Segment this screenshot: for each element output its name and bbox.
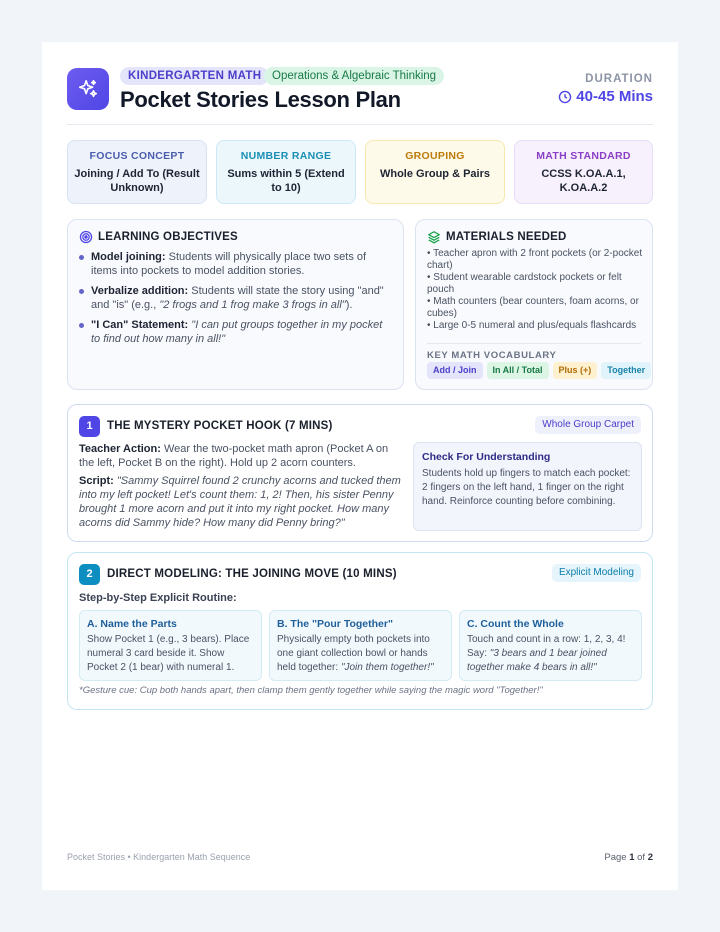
vocab-heading: KEY MATH VOCABULARY <box>427 343 641 361</box>
step-setting-badge: Explicit Modeling <box>552 564 641 582</box>
step-title: DIRECT MODELING: THE JOINING MOVE (10 MINS) <box>107 568 397 580</box>
gesture-cue: *Gesture cue: Cup both hands apart, then clamp them gently together while saying the magic word "Together!" <box>79 685 543 696</box>
list-item: Model joining: Students will physically place two sets of items into pockets to model addition stories. <box>79 250 394 278</box>
card-value: Whole Group & Pairs <box>379 168 490 180</box>
card-label: FOCUS CONCEPT <box>89 150 185 162</box>
step-1-section <box>67 404 653 542</box>
objectives-list <box>79 250 394 352</box>
duration-text: 40-45 Mins <box>576 88 653 105</box>
step-title: THE MYSTERY POCKET HOOK (7 MINS) <box>107 420 333 432</box>
vocab-chip: Add / Join <box>427 362 483 379</box>
step-number: 2 <box>79 564 100 585</box>
routine-step-a: A. Name the Parts Show Pocket 1 (e.g., 3 bears). Place numeral 3 card beside it. Show Pocket 2 (1 bear) with numeral 1. <box>79 610 262 681</box>
learning-objectives-panel <box>67 219 404 390</box>
step-1-body <box>79 442 401 534</box>
material-item: • Math counters (bear counters, foam acorns, or cubes) <box>427 296 639 319</box>
grouping-card <box>365 140 505 204</box>
target-icon <box>79 230 93 244</box>
materials-title: MATERIALS NEEDED <box>446 231 567 243</box>
card-label: MATH STANDARD <box>536 150 631 162</box>
duration-label: DURATION <box>585 73 653 85</box>
routine-heading: Step-by-Step Explicit Routine: <box>79 592 237 604</box>
footer-sequence: Pocket Stories • Kindergarten Math Sequence <box>67 852 251 862</box>
material-item: • Student wearable cardstock pockets or felt pouch <box>427 272 622 295</box>
layers-icon <box>427 230 441 244</box>
clock-icon <box>558 90 572 104</box>
list-item: Verbalize addition: Students will state the story using "and" and "is" (e.g., "2 frogs and 1 frog make 3 frogs in all"). <box>79 284 394 312</box>
card-value: Sums within 5 (Extend to 10) <box>227 168 345 194</box>
objectives-title: LEARNING OBJECTIVES <box>98 231 238 243</box>
material-item: • Teacher apron with 2 front pockets (or 2-pocket chart) <box>427 248 643 271</box>
card-value: Joining / Add To (Result Unknown) <box>74 168 200 194</box>
materials-list <box>427 248 645 332</box>
teacher-action: Teacher Action: Wear the two-pocket math apron (Pocket A on the left, Pocket B on the right). Hold up 2 acorn counters. <box>79 443 389 469</box>
card-label: NUMBER RANGE <box>240 150 332 162</box>
duration-value <box>558 88 653 105</box>
page-indicator: Page 1 of 2 <box>604 852 653 863</box>
materials-panel <box>415 219 653 390</box>
category-tag: KINDERGARTEN MATH <box>120 67 269 85</box>
step-setting-badge: Whole Group Carpet <box>535 416 641 434</box>
check-for-understanding <box>413 442 642 531</box>
routine-step-b: B. The "Pour Together" Physically empty both pockets into one giant collection bowl or hands held together: "Join them together!" <box>269 610 452 681</box>
vocab-chip: Together <box>601 362 651 379</box>
focus-concept-card <box>67 140 207 204</box>
material-item: • Large 0-5 numeral and plus/equals flashcards <box>427 320 637 331</box>
domain-tag: Operations & Algebraic Thinking <box>264 67 444 85</box>
card-value: CCSS K.OA.A.1, K.OA.A.2 <box>541 168 626 194</box>
step-number: 1 <box>79 416 100 437</box>
sparkles-icon <box>67 68 109 110</box>
materials-heading <box>427 230 567 244</box>
routine-step-c: C. Count the Whole Touch and count in a row: 1, 2, 3, 4! Say: "3 bears and 1 bear joined together make 4 bears in all!" <box>459 610 642 681</box>
step-2-section <box>67 552 653 710</box>
number-range-card <box>216 140 356 204</box>
lesson-plan-page <box>42 42 678 890</box>
vocab-chip: In All / Total <box>487 362 549 379</box>
routine-columns <box>79 610 642 681</box>
objectives-heading <box>79 230 238 244</box>
header <box>67 68 653 125</box>
script: Script: "Sammy Squirrel found 2 crunchy acorns and tucked them into my left pocket! Let's count them: 1, 2! Then, his sister Penny brought 1 more acorn and put it into my right pocket. How many acorns did Sammy hide? How many did Penny bring?" <box>79 475 401 529</box>
list-item: "I Can" Statement: "I can put groups together in my pocket to find out how many in all!" <box>79 318 394 346</box>
vocab-chips <box>427 362 651 379</box>
math-standard-card <box>514 140 653 204</box>
vocab-chip: Plus (+) <box>553 362 598 379</box>
info-cards <box>67 140 653 204</box>
card-label: GROUPING <box>405 150 465 162</box>
check-title: Check For Understanding <box>422 451 551 463</box>
check-text: Students hold up fingers to match each pocket: 2 fingers on the left hand, 1 finger on the right hand. Reinforce counting before combining. <box>422 468 631 507</box>
page-title: Pocket Stories Lesson Plan <box>120 87 401 112</box>
